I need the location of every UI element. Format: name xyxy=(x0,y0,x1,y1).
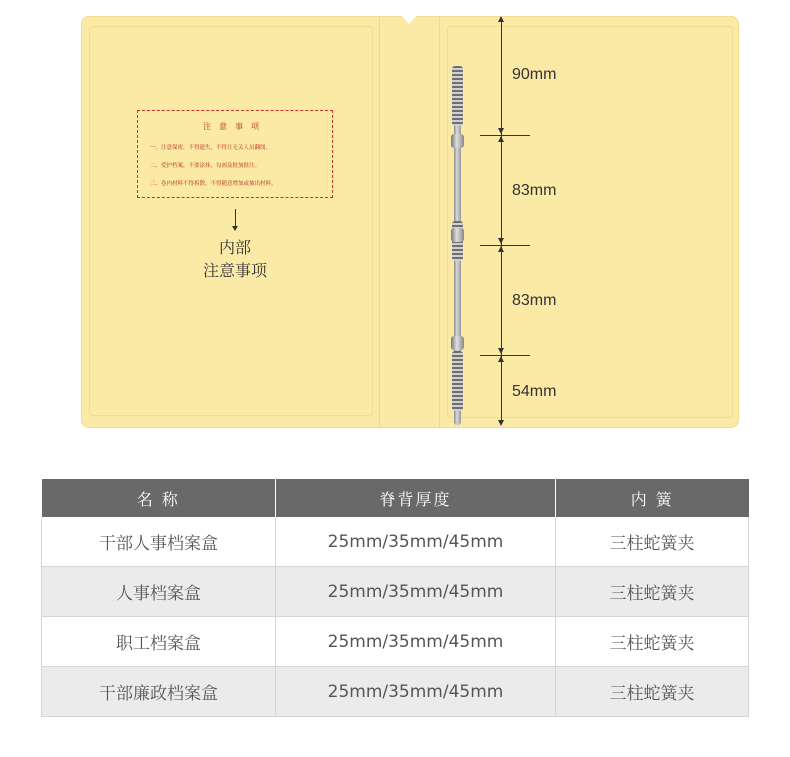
cell-spring: 三柱蛇簧夹 xyxy=(556,667,749,717)
notice-line: 三、卷内材料不得拆散，不得随意增加或抽出材料。 xyxy=(150,181,277,187)
cell-spring: 三柱蛇簧夹 xyxy=(556,517,749,567)
header-spring: 内 簧 xyxy=(556,479,749,517)
dimension-label: 90mm xyxy=(512,66,557,83)
folder-illustration xyxy=(81,16,739,428)
header-name: 名 称 xyxy=(42,479,276,517)
cell-name: 人事档案盒 xyxy=(42,567,276,617)
table-row xyxy=(42,567,749,617)
dimension-label: 83mm xyxy=(512,182,557,199)
folder-inner-panel xyxy=(447,26,733,418)
dimension-arrow-up xyxy=(498,356,504,362)
dimension-label: 83mm xyxy=(512,292,557,309)
cell-thickness: 25mm/35mm/45mm xyxy=(276,567,556,617)
dimension-arrow-down xyxy=(498,348,504,354)
callout-label xyxy=(185,236,285,282)
binder-spring-coil xyxy=(452,351,463,411)
folder-notch xyxy=(401,15,417,24)
binder-clip xyxy=(451,336,464,350)
header-thickness: 脊背厚度 xyxy=(276,479,556,517)
dimension-tick xyxy=(480,355,530,356)
dimension-arrow-up xyxy=(498,16,504,22)
table-header-row xyxy=(42,479,749,517)
dimension-arrow-down xyxy=(498,238,504,244)
cell-thickness: 25mm/35mm/45mm xyxy=(276,617,556,667)
binder-clip xyxy=(451,134,464,148)
folder-front-cover xyxy=(89,26,373,416)
cell-name: 干部廉政档案盒 xyxy=(42,667,276,717)
binder-clip xyxy=(451,228,464,242)
binder-spring-coil xyxy=(452,66,463,126)
dimension-arrow-up xyxy=(498,246,504,252)
cell-spring: 三柱蛇簧夹 xyxy=(556,617,749,667)
dimension-arrow-down xyxy=(498,420,504,426)
callout-line-2: 注意事项 xyxy=(202,261,267,280)
notice-box xyxy=(137,110,333,198)
table-row xyxy=(42,517,749,567)
spine-crease-right xyxy=(439,16,440,428)
spec-table xyxy=(41,479,749,717)
cell-spring: 三柱蛇簧夹 xyxy=(556,567,749,617)
dimension-tick xyxy=(480,245,530,246)
dimension-label: 54mm xyxy=(512,383,557,400)
spine-crease-left xyxy=(379,16,380,428)
cell-name: 干部人事档案盒 xyxy=(42,517,276,567)
dimension-arrow-down xyxy=(498,128,504,134)
dimension-line xyxy=(501,18,502,424)
dimension-tick xyxy=(480,135,530,136)
notice-title: 注意事项 xyxy=(203,122,267,131)
callout-line-1: 内部 xyxy=(218,238,251,257)
notice-line: 一、注意保密，不得遗失，不得让无关人员翻阅。 xyxy=(150,145,272,151)
dimension-arrow-up xyxy=(498,136,504,142)
table-row xyxy=(42,667,749,717)
cell-thickness: 25mm/35mm/45mm xyxy=(276,517,556,567)
cell-name: 职工档案盒 xyxy=(42,617,276,667)
table-row xyxy=(42,617,749,667)
notice-line: 二、爱护档案，不要涂抹，勾画及批加批注。 xyxy=(150,163,261,169)
cell-thickness: 25mm/35mm/45mm xyxy=(276,667,556,717)
arrow-down-icon xyxy=(235,209,236,227)
